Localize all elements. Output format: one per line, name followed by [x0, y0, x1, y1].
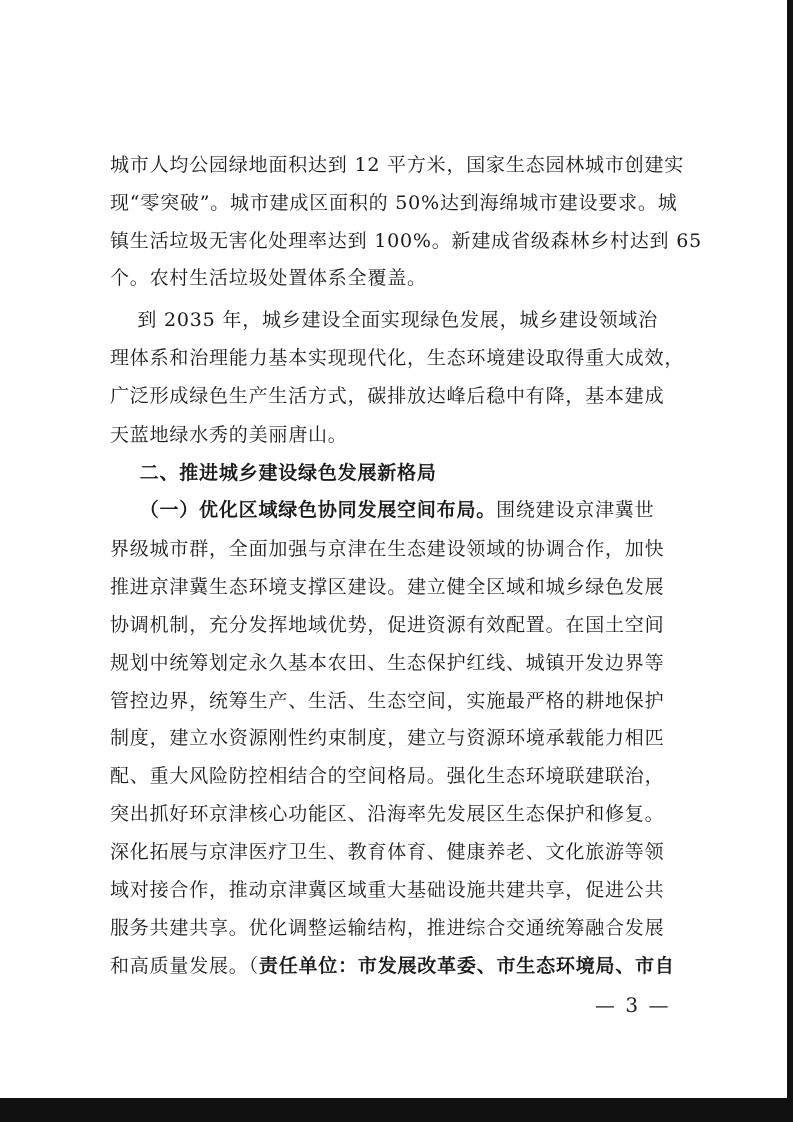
text-line: 现“零突破”。城市建成区面积的 50%达到海绵城市建设要求。城 [110, 192, 678, 214]
text-line [110, 951, 675, 978]
text-line: 制度，建立水资源刚性约束制度，建立与资源环境承载能力相匹 [110, 727, 665, 749]
text-line: 深化拓展与京津医疗卫生、教育体育、健康养老、文化旅游等领 [110, 841, 665, 863]
text-line: 理体系和治理能力基本实现现代化，生态环境建设取得重大成效， [110, 347, 685, 369]
text-line: 天蓝地绿水秀的美丽唐山。 [110, 424, 348, 446]
text-line: 到 2035 年，城乡建设全面实现绿色发展，城乡建设领域治 [110, 309, 658, 331]
text-line [110, 495, 654, 522]
text-line: 广泛形成绿色生产生活方式，碳排放达峰后稳中有降，基本建成 [110, 385, 665, 407]
page-number: — 3 — [595, 993, 671, 1017]
text-line: 突出抓好环京津核心功能区、沿海率先发展区生态保护和修复。 [110, 803, 665, 825]
text-line: 个。农村生活垃圾处置体系全覆盖。 [110, 267, 427, 289]
text-line: 界级城市群，全面加强与京津在生态建设领域的协调合作，加快 [110, 538, 665, 560]
scan-edge-right [787, 0, 793, 1122]
text-line: 配、重大风险防控相结合的空间格局。强化生态环境联建联治， [110, 765, 665, 787]
text-line: 服务共建共享。优化调整运输结构，推进综合交通统筹融合发展 [110, 917, 665, 939]
text-line: 协调机制，充分发挥地域优势，促进资源有效配置。在国土空间 [110, 614, 665, 636]
scan-edge-bottom [0, 1098, 793, 1122]
text-line: 域对接合作，推动京津冀区域重大基础设施共建共享，促进公共 [110, 879, 665, 901]
section-heading: 二、推进城乡建设绿色发展新格局 [110, 462, 437, 484]
text-line: 推进京津冀生态环境支撑区建设。建立健全区域和城乡绿色发展 [110, 576, 665, 598]
text-line: 规划中统筹划定永久基本农田、生态保护红线、城镇开发边界等 [110, 652, 665, 674]
text-line: 城市人均公园绿地面积达到 12 平方米，国家生态园林城市创建实 [110, 154, 685, 176]
text-span: 和高质量发展。（ [110, 955, 259, 977]
text-line: 镇生活垃圾无害化处理率达到 100%。新建成省级森林乡村达到 65 [110, 230, 702, 252]
subsection-title: （一）优化区域绿色协同发展空间布局。 [110, 499, 497, 521]
text-line: 管控边界，统筹生产、生活、生态空间，实施最严格的耕地保护 [110, 690, 665, 712]
text-span: 围绕建设京津冀世 [496, 499, 655, 521]
responsible-units: 责任单位：市发展改革委、市生态环境局、市自 [258, 955, 675, 977]
